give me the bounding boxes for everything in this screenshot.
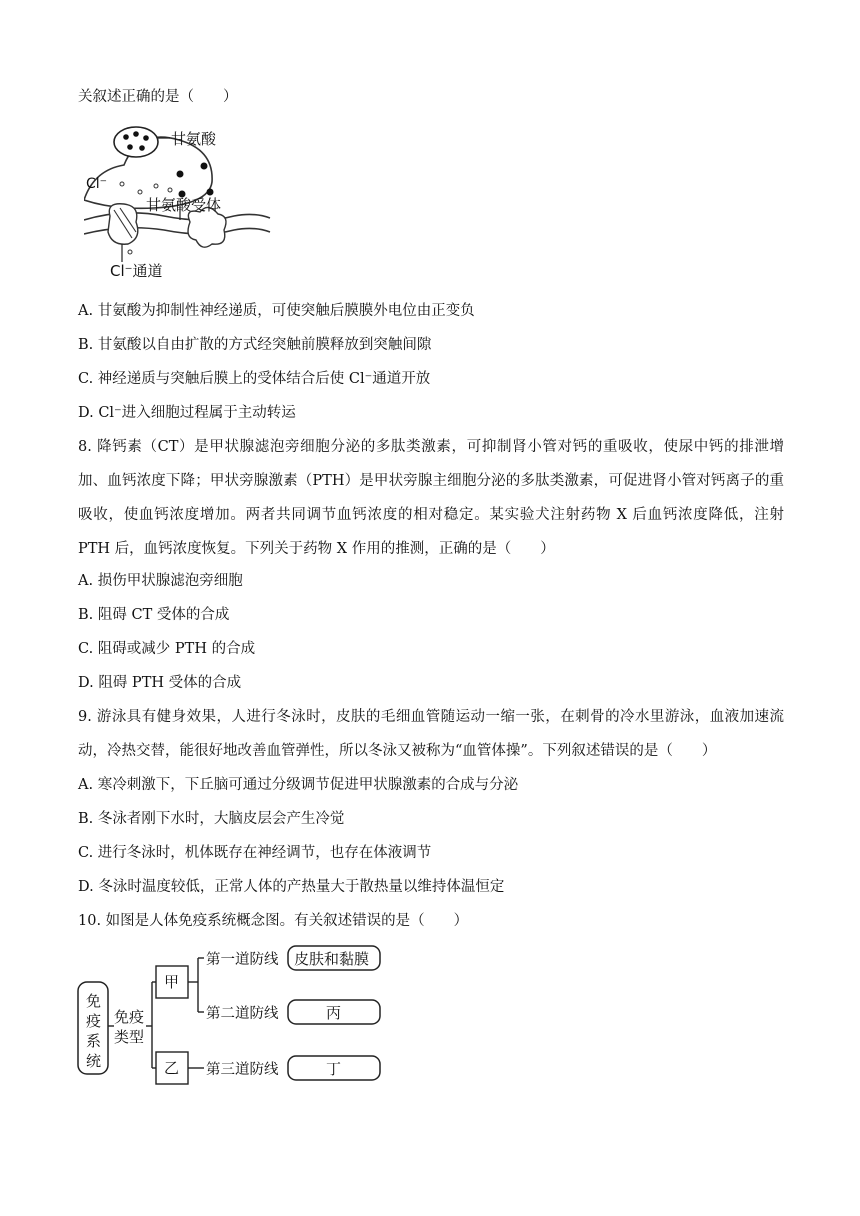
glycine-dot <box>143 135 149 141</box>
q8-stem: 8. 降钙素（CT）是甲状腺滤泡旁细胞分泌的多肽类激素，可抑制肾小管对钙的重吸收，使尿中钙的排泄增加、血钙浓度下降；甲状旁腺激素（PTH）是甲状旁腺主细胞分泌的多肽类激素，可促进肾小管对钙离子的重吸收，使血钙浓度增加。两者共同调节血钙浓度的相对稳定。某实验犬注射药物 X 后血钙浓度降低，注射 PTH 后，血钙浓度恢复。下列关于药物 X 作用的推测，正确的是（ ） <box>78 439 784 557</box>
q7-option-d: D. Cl⁻进入细胞过程属于主动转运 <box>78 405 296 421</box>
glycine-dot <box>133 131 139 137</box>
chloride-label-text: Cl⁻ <box>86 176 108 192</box>
system-char: 统 <box>86 1052 102 1070</box>
yi-label: 乙 <box>164 1059 180 1077</box>
q7-option-c: C. 神经递质与突触后膜上的受体结合后使 Cl⁻通道开放 <box>78 371 431 387</box>
glycine-dot <box>139 145 145 151</box>
system-char: 疫 <box>86 1012 102 1030</box>
first-line-label: 第一道防线 <box>206 952 279 968</box>
q9-option-b: B. 冬泳者刚下水时，大脑皮层会产生冷觉 <box>78 811 345 827</box>
immune-type-line1: 免疫 <box>114 1008 145 1026</box>
glycine-label <box>171 130 217 148</box>
bing-label: 丙 <box>326 1004 342 1022</box>
chloride-ion <box>128 250 132 254</box>
q7-option-b: B. 甘氨酸以自由扩散的方式经突触前膜释放到突触间隙 <box>78 337 432 353</box>
q7-stem-tail: 关叙述正确的是（ ） <box>78 89 238 105</box>
q7-option-a: A. 甘氨酸为抑制性神经递质，可使突触后膜膜外电位由正变负 <box>78 303 475 319</box>
skin-label: 皮肤和黏膜 <box>294 950 370 968</box>
channel-label <box>110 262 163 280</box>
immune-type-line2: 类型 <box>114 1028 145 1046</box>
glycine-label-text: 甘氨酸 <box>171 130 217 148</box>
jia-label: 甲 <box>164 973 180 991</box>
third-line-label: 第三道防线 <box>206 1062 279 1078</box>
q8-option-b: B. 阻碍 CT 受体的合成 <box>78 607 230 623</box>
glycine-dot <box>123 134 129 140</box>
glycine-dot <box>207 189 214 196</box>
channel-label-text: Cl⁻通道 <box>110 262 163 280</box>
system-char: 系 <box>86 1032 102 1050</box>
q9-option-c: C. 进行冬泳时，机体既存在神经调节，也存在体液调节 <box>78 845 432 861</box>
q9-option-d: D. 冬泳时温度较低，正常人体的产热量大于散热量以维持体温恒定 <box>78 879 505 895</box>
glycine-synapse-figure <box>84 120 274 282</box>
chloride-ion <box>138 190 142 194</box>
chloride-ion <box>168 188 172 192</box>
glycine-dot <box>201 163 208 170</box>
immune-system-concept-map <box>76 940 386 1090</box>
q8-option-d: D. 阻碍 PTH 受体的合成 <box>78 675 242 691</box>
chloride-ion <box>154 184 158 188</box>
glycine-dot <box>177 171 184 178</box>
receptor-label <box>146 196 221 214</box>
system-char: 免 <box>86 992 102 1010</box>
q9-option-a: A. 寒冷刺激下，下丘脑可通过分级调节促进甲状腺激素的合成与分泌 <box>78 777 519 793</box>
second-line-label: 第二道防线 <box>206 1006 279 1022</box>
q8-option-c: C. 阻碍或减少 PTH 的合成 <box>78 641 256 657</box>
chloride-label <box>86 176 107 192</box>
receptor-label-text: 甘氨酸受体 <box>146 196 222 214</box>
q8-option-a: A. 损伤甲状腺滤泡旁细胞 <box>78 573 243 589</box>
q9-stem: 9. 游泳具有健身效果，人进行冬泳时，皮肤的毛细血管随运动一缩一张，在刺骨的冷水里游泳，血液加速流动，冷热交替，能很好地改善血管弹性，所以冬泳又被称为“血管体操”。下列叙述错误的是（ ） <box>78 709 784 759</box>
ding-label: 丁 <box>326 1060 342 1078</box>
q10-stem: 10. 如图是人体免疫系统概念图。有关叙述错误的是（ ） <box>78 913 469 929</box>
glycine-dot <box>127 144 133 150</box>
chloride-ion <box>120 182 124 186</box>
